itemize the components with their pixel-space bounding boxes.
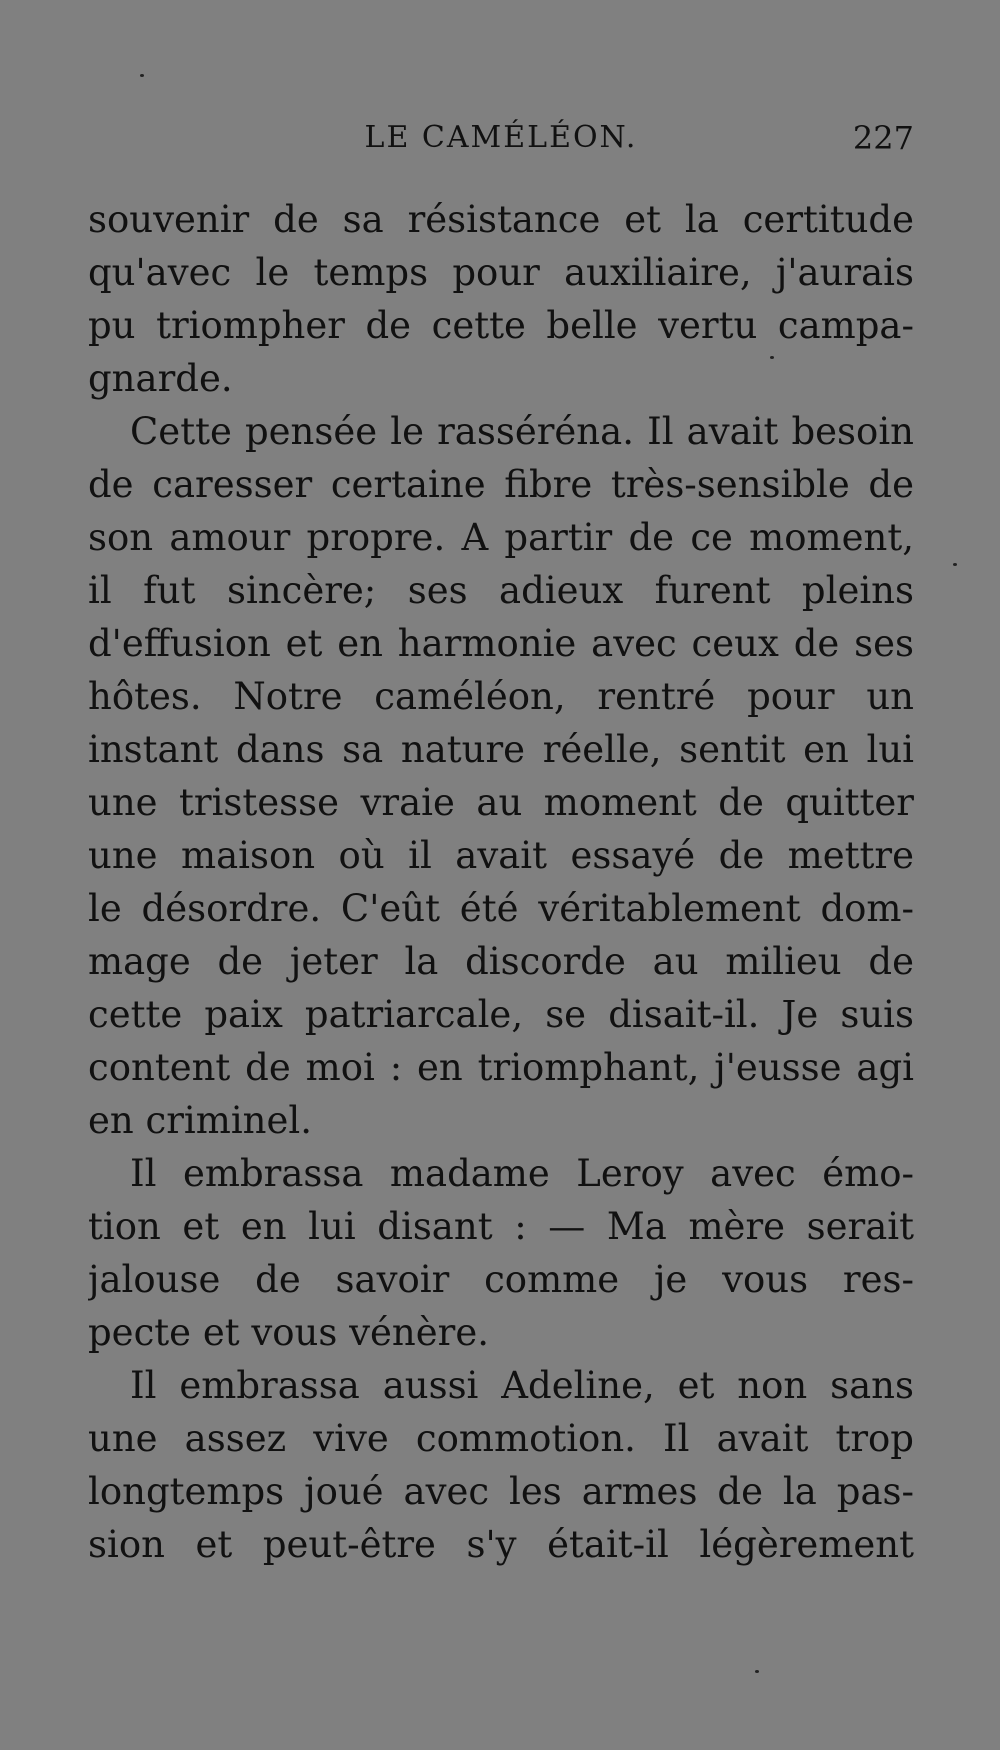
running-title: LE CAMÉLÉON.: [364, 120, 638, 155]
text-line: Il embrassa aussi Adeline, et non sans: [130, 1364, 914, 1407]
scan-speck: [770, 356, 774, 359]
text-line: sion et peut-être s'y était-il légèrement: [88, 1523, 914, 1566]
text-line: en criminel.: [88, 1099, 312, 1142]
scan-speck: [953, 563, 957, 566]
text-line: il fut sincère; ses adieux furent pleins: [88, 569, 914, 612]
text-line: qu'avec le temps pour auxiliaire, j'aurais: [88, 251, 914, 294]
text-line: Il embrassa madame Leroy avec émo-: [130, 1152, 914, 1195]
text-line: longtemps joué avec les armes de la pas-: [88, 1470, 914, 1513]
text-line: pu triompher de cette belle vertu campa-: [88, 304, 914, 347]
text-line: cette paix patriarcale, se disait-il. Je suis: [88, 993, 914, 1036]
text-line: le désordre. C'eût été véritablement dom-: [88, 887, 914, 930]
body-text: [88, 193, 914, 1571]
text-line: une assez vive commotion. Il avait trop: [88, 1417, 914, 1460]
text-line: de caresser certaine fibre très-sensible de: [88, 463, 914, 506]
page-header: [88, 118, 914, 158]
page-number: 227: [852, 119, 914, 157]
text-line: une maison où il avait essayé de mettre: [88, 834, 914, 877]
text-line: d'effusion et en harmonie avec ceux de ses: [88, 622, 914, 665]
text-line: content de moi : en triomphant, j'eusse agi: [88, 1046, 914, 1089]
text-line: gnarde.: [88, 357, 233, 400]
scan-speck: [140, 74, 144, 77]
text-line: hôtes. Notre caméléon, rentré pour un: [88, 675, 914, 718]
text-line: Cette pensée le rasséréna. Il avait besoin: [130, 410, 914, 453]
text-line: instant dans sa nature réelle, sentit en lui: [88, 728, 914, 771]
scan-speck: [755, 1670, 759, 1673]
text-line: tion et en lui disant : — Ma mère serait: [88, 1205, 914, 1248]
text-line: jalouse de savoir comme je vous res-: [88, 1258, 914, 1301]
text-line: souvenir de sa résistance et la certitude: [88, 198, 914, 241]
text-line: une tristesse vraie au moment de quitter: [88, 781, 914, 824]
text-line: son amour propre. A partir de ce moment,: [88, 516, 914, 559]
text-line: mage de jeter la discorde au milieu de: [88, 940, 914, 983]
text-line: pecte et vous vénère.: [88, 1311, 489, 1354]
